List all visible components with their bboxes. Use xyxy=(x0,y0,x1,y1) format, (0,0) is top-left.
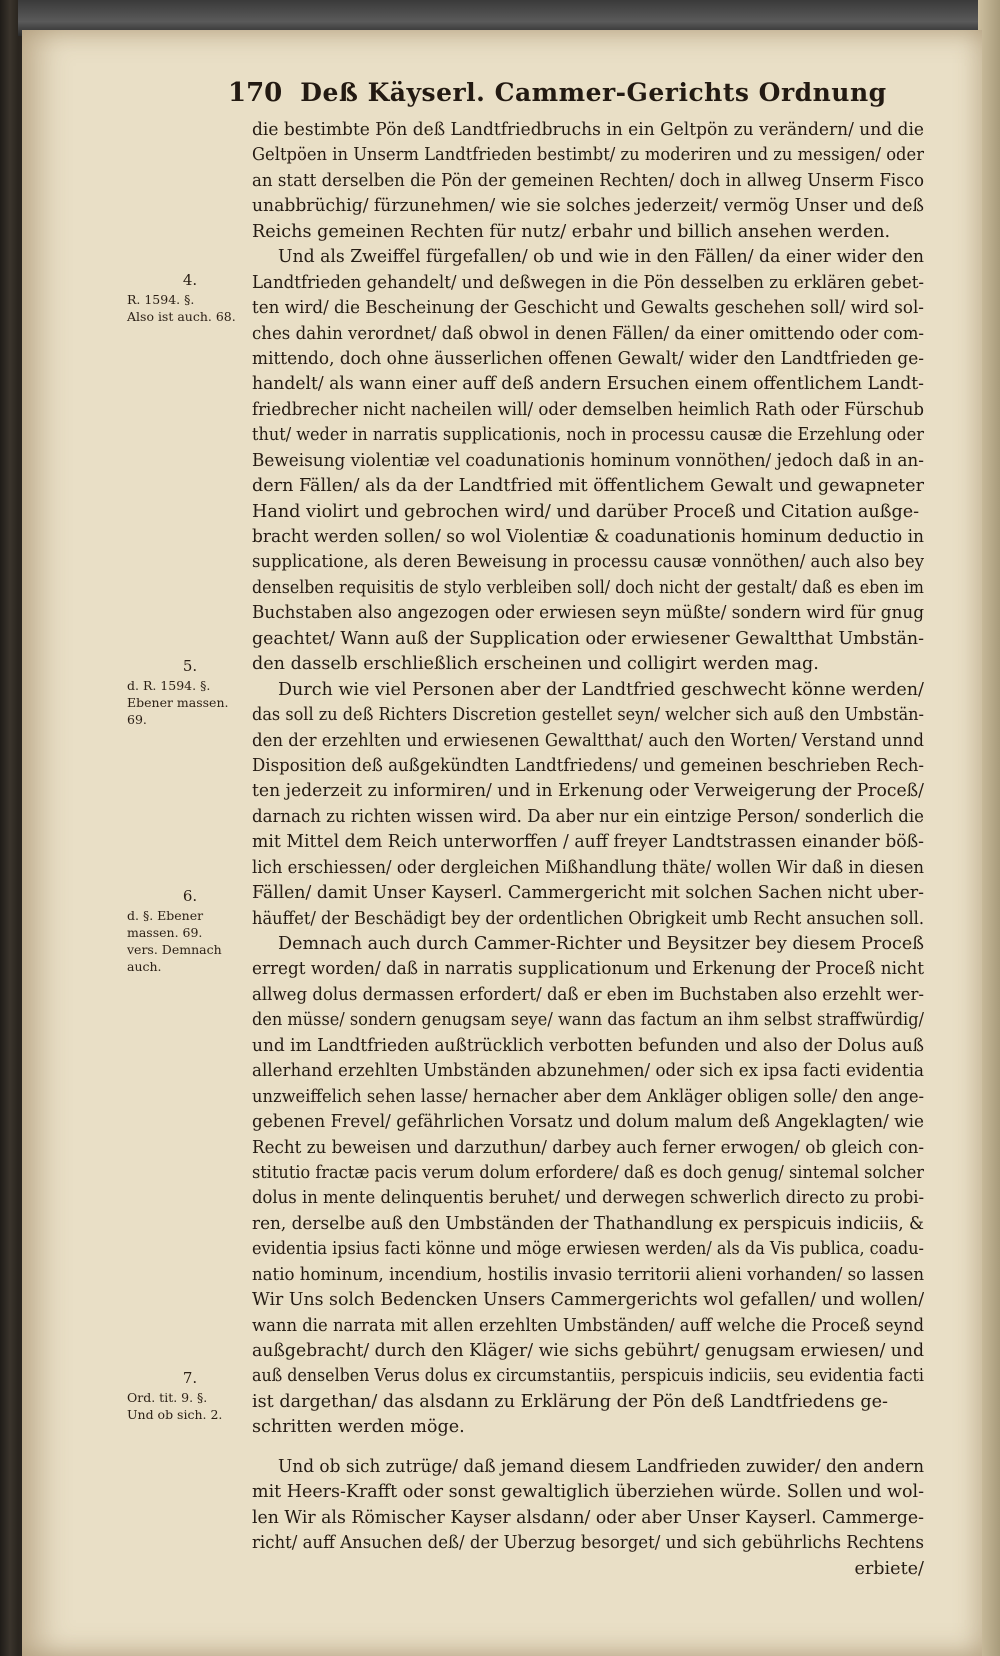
margin-note-5 xyxy=(127,658,253,728)
margin-note-line: Ord. tit. 9. §. xyxy=(127,1390,208,1405)
text-line: evidentia ipsius facti könne und möge erwiesen werden/ als da Vis publica, coadu- xyxy=(252,1239,924,1260)
text-line: stitutio fractæ pacis verum dolum erfordere/ daß es doch genug/ sintemal solcher xyxy=(252,1162,924,1183)
text-line: thut/ weder in narratis supplicationis, noch in processu causæ die Erzehlung oder xyxy=(252,425,924,446)
text-line: Wir Uns solch Bedencken Unsers Cammergerichts wol gefallen/ und wollen/ xyxy=(252,1290,924,1311)
margin-note-number: 4. xyxy=(182,271,198,289)
body-text xyxy=(252,118,924,1582)
text-line: Beweisung violentiæ vel coadunationis hominum vonnöthen/ jedoch daß in an- xyxy=(252,450,924,471)
text-line: dern Fällen/ als da der Landtfried mit öffentlichem Gewalt und gewapneter xyxy=(252,476,924,497)
text-line: an statt derselben die Pön der gemeinen Rechten/ doch in allweg Unserm Fisco xyxy=(252,170,924,191)
text-line: allweg dolus dermassen erfordert/ daß er eben im Buchstaben also erzehlt wer- xyxy=(252,984,924,1005)
paragraph-gap xyxy=(252,1441,924,1455)
margin-note-line: 69. xyxy=(127,712,147,727)
running-title: Deß Käyserl. Cammer-Gerichts Ordnung xyxy=(300,78,887,107)
margin-note-line: R. 1594. §. xyxy=(127,292,195,307)
text-line: ten jederzeit zu informiren/ und in Erkenung oder Verweigerung der Proceß/ xyxy=(252,781,924,802)
margin-note-line: d. §. Ebener xyxy=(127,908,204,923)
text-line: geachtet/ Wann auß der Supplication oder erwiesener Gewaltthat Umbstän- xyxy=(252,628,924,649)
text-line: Durch wie viel Personen aber der Landtfried geschwecht könne werden/ xyxy=(278,679,924,700)
text-line: Und ob sich zutrüge/ daß jemand diesem Landfrieden zuwider/ den andern xyxy=(278,1456,924,1477)
text-line: mittendo, doch ohne äusserlichen offenen Gewalt/ wider den Landtfrieden ge- xyxy=(252,348,924,369)
text-line: len Wir als Römischer Kayser alsdann/ oder aber Unser Kayserl. Cammerge- xyxy=(252,1507,924,1528)
text-line: den der erzehlten und erwiesenen Gewaltthat/ auch den Worten/ Verstand unnd xyxy=(252,730,924,751)
text-line: ren, derselbe auß den Umbständen der Thathandlung ex perspicuis indiciis, & xyxy=(252,1213,924,1234)
text-line: auß denselben Verus dolus ex circumstantiis, perspicuis indiciis, seu evidentia facti xyxy=(252,1366,924,1387)
margin-note-number: 6. xyxy=(182,887,198,905)
margin-note-line: Und ob sich. 2. xyxy=(127,1407,223,1422)
text-line: denselben requisitis de stylo verbleiben soll/ doch nicht der gestalt/ daß es eben im xyxy=(252,577,924,598)
text-line: Hand violirt und gebrochen wird/ und darüber Proceß und Citation außge- xyxy=(252,501,920,522)
text-line: Geltpöen in Unserm Landtfrieden bestimbt/ zu moderiren und zu messigen/ oder xyxy=(252,145,924,166)
text-line: lich erschiessen/ oder dergleichen Mißhandlung thäte/ wollen Wir daß in diesen xyxy=(252,857,924,878)
text-line: ist dargethan/ das alsdann zu Erklärung der Pön deß Landtfriedens ge- xyxy=(252,1391,888,1412)
text-line: richt/ auff Ansuchen deß/ der Uberzug besorget/ und sich gebührlichs Rechtens xyxy=(252,1533,924,1554)
margin-note-4 xyxy=(127,272,253,325)
text-line: das soll zu deß Richters Discretion gestellet seyn/ welcher sich auß den Umbstän- xyxy=(252,705,924,726)
margin-note-6 xyxy=(127,888,253,975)
text-line: gebenen Frevel/ gefährlichen Vorsatz und dolum malum deß Angeklagten/ wie xyxy=(252,1112,924,1133)
text-line: und im Landtfrieden außtrücklich verbotten befunden und also der Dolus auß xyxy=(252,1035,924,1056)
margin-note-number: 5. xyxy=(182,657,198,675)
text-line: Buchstaben also angezogen oder erwiesen seyn müßte/ sondern wird für gnug xyxy=(252,603,924,624)
text-line: unzweiffelich sehen lasse/ hernacher aber dem Ankläger obligen solle/ den ange- xyxy=(252,1086,924,1107)
text-line: bracht werden sollen/ so wol Violentiæ & coadunationis hominum deductio in xyxy=(252,527,924,547)
text-line: darnach zu richten wissen wird. Da aber nur ein eintzige Person/ sonderlich die xyxy=(252,806,924,827)
text-line: allerhand erzehlten Umbständen abzunehmen/ oder sich ex ipsa facti evidentia xyxy=(252,1061,924,1082)
margin-note-line: vers. Demnach xyxy=(127,942,222,957)
text-line: natio hominum, incendium, hostilis invasio territorii alieni vorhanden/ so lassen xyxy=(252,1264,924,1285)
text-line: wann die narrata mit allen erzehlten Umbständen/ auff welche die Proceß seynd xyxy=(252,1315,924,1336)
margin-note-number: 7. xyxy=(182,1369,198,1387)
text-line: schritten werden möge. xyxy=(252,1417,465,1438)
text-line: Demnach auch durch Cammer-Richter und Beysitzer bey diesem Proceß xyxy=(278,934,924,954)
page-number: 170 xyxy=(228,78,283,108)
text-line: Fällen/ damit Unser Kayserl. Cammergericht mit solchen Sachen nicht uber- xyxy=(252,883,924,904)
text-line: dolus in mente delinquentis beruhet/ und derwegen schwerlich directo zu probi- xyxy=(252,1188,924,1209)
margin-note-line: massen. 69. xyxy=(127,925,203,940)
text-line: ten wird/ die Bescheinung der Geschicht und Gewalts geschehen soll/ wird sol- xyxy=(252,298,924,319)
text-line: handelt/ als wann einer auff deß andern Ersuchen einem offentlichem Landt- xyxy=(252,374,924,395)
text-line: erbiete/ xyxy=(854,1558,924,1579)
text-line: friedbrecher nicht nacheilen will/ oder demselben heimlich Rath oder Fürschub xyxy=(252,399,924,420)
margin-note-line: auch. xyxy=(127,959,162,974)
text-line: häuffet/ der Beschädigt bey der ordentlichen Obrigkeit umb Recht ansuchen soll. xyxy=(252,908,924,929)
text-line: Und als Zweiffel fürgefallen/ ob und wie in den Fällen/ da einer wider den xyxy=(278,247,924,268)
text-line: erregt worden/ daß in narratis supplicationum und Erkenung der Proceß nicht xyxy=(252,959,924,980)
text-line: den müsse/ sondern genugsam seye/ wann das factum an ihm selbst straffwürdig/ xyxy=(252,1010,924,1031)
text-line: Recht zu beweisen und darzuthun/ darbey auch ferner erwogen/ ob gleich con- xyxy=(252,1137,924,1158)
text-line: mit Mittel dem Reich unterworffen / auff freyer Landtstrassen einander böß- xyxy=(252,832,924,853)
text-line: Disposition deß außgekündten Landtfriedens/ und gemeinen beschrieben Rech- xyxy=(252,755,924,776)
text-line: unabbrüchig/ fürzunehmen/ wie sie solches jederzeit/ vermög Unser und deß xyxy=(252,196,924,217)
margin-note-line: d. R. 1594. §. xyxy=(127,678,211,693)
margin-note-7 xyxy=(127,1370,253,1423)
page-header xyxy=(228,78,918,108)
text-line: den dasselb erschließlich erscheinen und colligirt werden mag. xyxy=(252,654,819,675)
text-line: supplicatione, als deren Beweisung in processu causæ vonnöthen/ auch also bey xyxy=(252,552,924,573)
text-line: außgebracht/ durch den Kläger/ wie sichs gebührt/ genugsam erwiesen/ und xyxy=(252,1341,924,1361)
text-line: die bestimbte Pön deß Landtfriedbruchs in ein Geltpön zu verändern/ und die xyxy=(252,120,924,140)
text-line: mit Heers-Krafft oder sonst gewaltiglich überziehen würde. Sollen und wol- xyxy=(252,1482,924,1503)
margin-note-line: Also ist auch. 68. xyxy=(127,309,236,324)
text-line: Landtfrieden gehandelt/ und deßwegen in die Pön desselben zu erklären gebet- xyxy=(252,272,924,293)
margin-note-line: Ebener massen. xyxy=(127,695,229,710)
text-line: Reichs gemeinen Rechten für nutz/ erbahr und billich ansehen werden. xyxy=(252,221,891,242)
text-line: ches dahin verordnet/ daß obwol in denen Fällen/ da einer omittendo oder com- xyxy=(252,323,924,344)
